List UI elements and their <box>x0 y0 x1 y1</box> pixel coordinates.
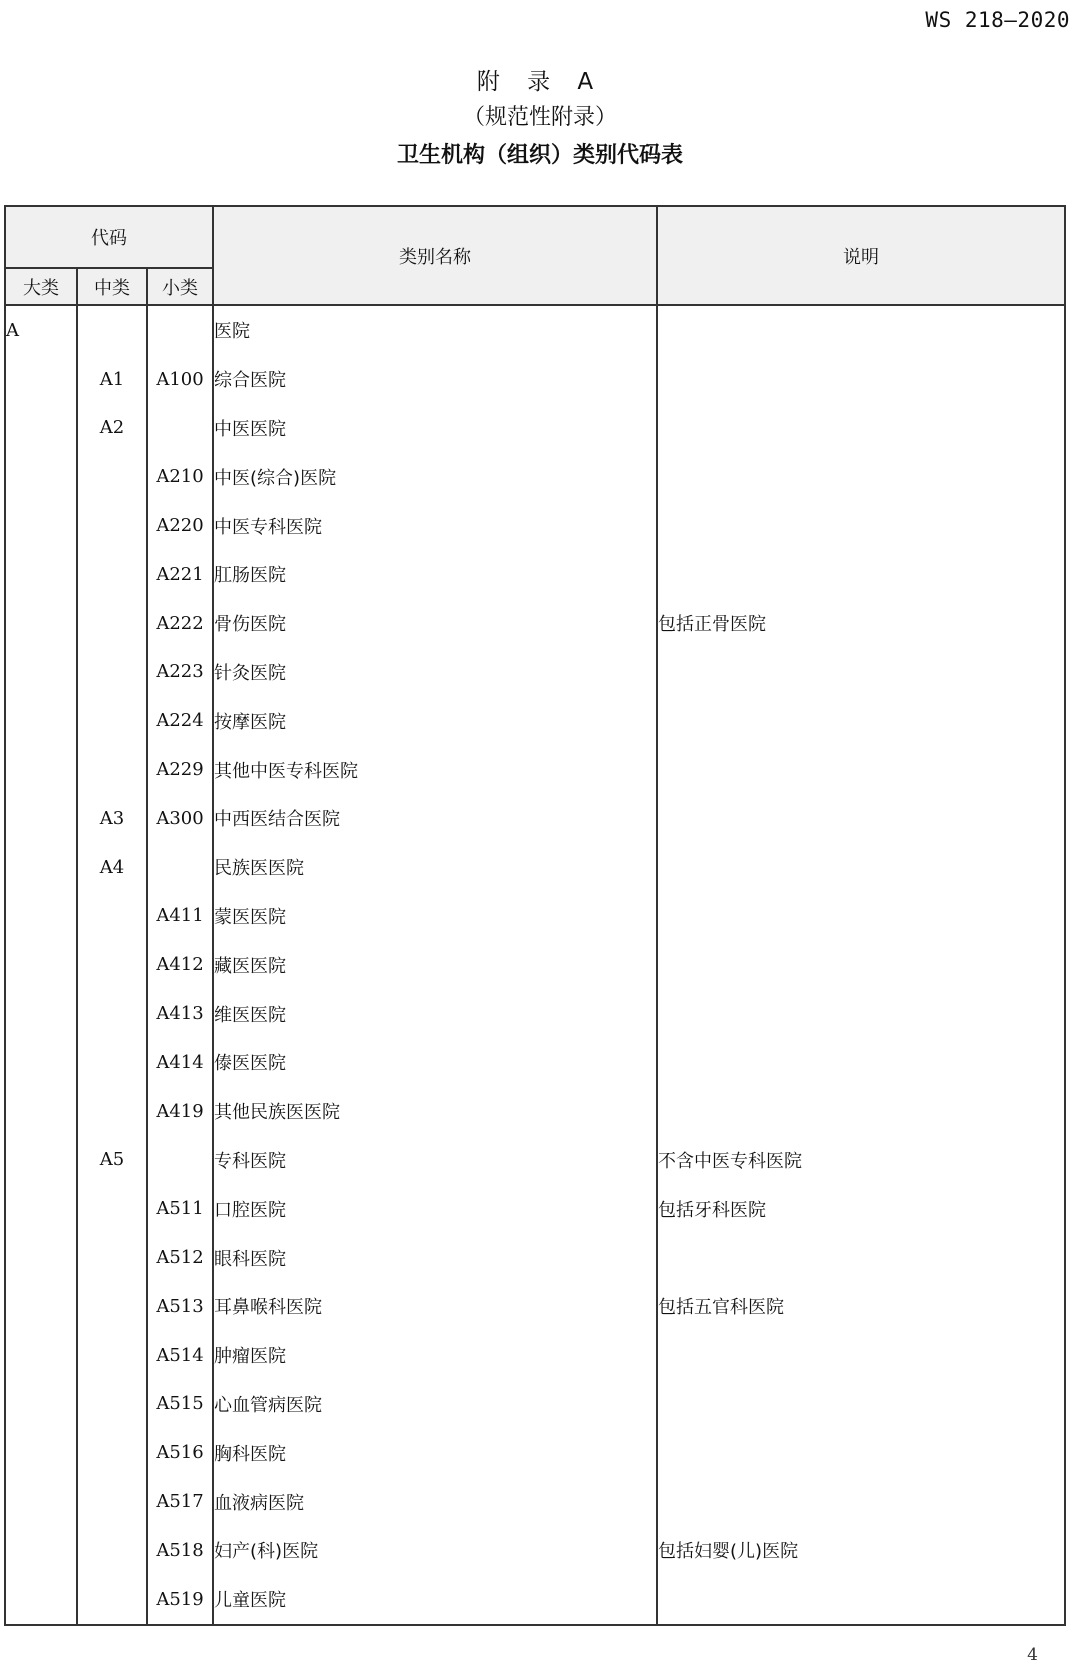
note-cell <box>657 794 1065 843</box>
category-name-cell: 傣医医院 <box>213 1038 657 1087</box>
medium-code-cell <box>77 305 147 355</box>
table-row <box>5 1184 1065 1233</box>
note-cell <box>657 940 1065 989</box>
medium-code-cell <box>77 1380 147 1429</box>
minor-code-cell: A511 <box>147 1184 213 1233</box>
category-name-cell: 其他民族医医院 <box>213 1087 657 1136</box>
note-cell <box>657 892 1065 941</box>
major-code-cell <box>5 452 77 501</box>
category-name-cell: 中医(综合)医院 <box>213 452 657 501</box>
table-row <box>5 550 1065 599</box>
header-note: 说明 <box>657 206 1065 305</box>
category-name-cell: 口腔医院 <box>213 1184 657 1233</box>
category-name-cell: 专科医院 <box>213 1136 657 1185</box>
category-name-cell: 妇产(科)医院 <box>213 1526 657 1575</box>
medium-code-cell <box>77 1282 147 1331</box>
medium-code-cell: A4 <box>77 843 147 892</box>
table-row <box>5 1233 1065 1282</box>
note-cell <box>657 305 1065 355</box>
major-code-cell <box>5 404 77 453</box>
category-name-cell: 按摩医院 <box>213 696 657 745</box>
table-row <box>5 648 1065 697</box>
minor-code-cell <box>147 843 213 892</box>
major-code-cell <box>5 745 77 794</box>
category-name-cell: 维医医院 <box>213 989 657 1038</box>
medium-code-cell <box>77 648 147 697</box>
major-code-cell: A <box>5 305 77 355</box>
medium-code-cell: A2 <box>77 404 147 453</box>
medium-code-cell <box>77 1233 147 1282</box>
medium-code-cell <box>77 599 147 648</box>
note-cell <box>657 989 1065 1038</box>
minor-code-cell: A518 <box>147 1526 213 1575</box>
note-cell: 包括正骨医院 <box>657 599 1065 648</box>
note-cell: 包括妇婴(儿)医院 <box>657 1526 1065 1575</box>
category-name-cell: 胸科医院 <box>213 1428 657 1477</box>
medium-code-cell: A1 <box>77 355 147 404</box>
medium-code-cell <box>77 1331 147 1380</box>
table-row <box>5 1575 1065 1625</box>
appendix-type: （规范性附录） <box>462 105 617 130</box>
minor-code-cell: A210 <box>147 452 213 501</box>
table-row <box>5 404 1065 453</box>
note-cell <box>657 404 1065 453</box>
table-row <box>5 1136 1065 1185</box>
category-name-cell: 眼科医院 <box>213 1233 657 1282</box>
minor-code-cell: A220 <box>147 501 213 550</box>
medium-code-cell <box>77 1428 147 1477</box>
note-cell: 包括五官科医院 <box>657 1282 1065 1331</box>
header-category-name: 类别名称 <box>213 206 657 305</box>
category-code-table <box>4 205 1066 1626</box>
table-title: 卫生机构（组织）类别代码表 <box>396 143 683 168</box>
category-name-cell: 藏医医院 <box>213 940 657 989</box>
major-code-cell <box>5 1477 77 1526</box>
category-name-cell: 肿瘤医院 <box>213 1331 657 1380</box>
category-name-cell: 中西医结合医院 <box>213 794 657 843</box>
major-code-cell <box>5 355 77 404</box>
note-cell <box>657 1380 1065 1429</box>
minor-code-cell: A221 <box>147 550 213 599</box>
medium-code-cell <box>77 1575 147 1625</box>
note-cell <box>657 1331 1065 1380</box>
medium-code-cell <box>77 1477 147 1526</box>
major-code-cell <box>5 989 77 1038</box>
category-name-cell: 中医专科医院 <box>213 501 657 550</box>
appendix-heading: 附 录 A <box>476 69 604 95</box>
medium-code-cell: A5 <box>77 1136 147 1185</box>
table-row <box>5 355 1065 404</box>
major-code-cell <box>5 1233 77 1282</box>
medium-code-cell <box>77 1087 147 1136</box>
medium-code-cell <box>77 1184 147 1233</box>
minor-code-cell: A414 <box>147 1038 213 1087</box>
medium-code-cell <box>77 1038 147 1087</box>
category-name-cell: 肛肠医院 <box>213 550 657 599</box>
table-row <box>5 501 1065 550</box>
category-name-cell: 针灸医院 <box>213 648 657 697</box>
major-code-cell <box>5 1526 77 1575</box>
note-cell <box>657 648 1065 697</box>
table-row <box>5 1331 1065 1380</box>
table-row <box>5 1038 1065 1087</box>
header-medium: 中类 <box>77 268 147 305</box>
minor-code-cell: A515 <box>147 1380 213 1429</box>
note-cell <box>657 843 1065 892</box>
minor-code-cell: A300 <box>147 794 213 843</box>
header-code: 代码 <box>5 206 213 268</box>
major-code-cell <box>5 1087 77 1136</box>
table-row <box>5 599 1065 648</box>
minor-code-cell: A517 <box>147 1477 213 1526</box>
major-code-cell <box>5 1380 77 1429</box>
minor-code-cell: A223 <box>147 648 213 697</box>
table-row <box>5 745 1065 794</box>
note-cell <box>657 1087 1065 1136</box>
major-code-cell <box>5 1038 77 1087</box>
medium-code-cell: A3 <box>77 794 147 843</box>
appendix-title-block <box>0 64 1080 176</box>
minor-code-cell: A222 <box>147 599 213 648</box>
medium-code-cell <box>77 1526 147 1575</box>
note-cell <box>657 452 1065 501</box>
medium-code-cell <box>77 745 147 794</box>
category-name-cell: 儿童医院 <box>213 1575 657 1625</box>
major-code-cell <box>5 1184 77 1233</box>
note-cell <box>657 1477 1065 1526</box>
note-cell <box>657 745 1065 794</box>
major-code-cell <box>5 696 77 745</box>
table-header <box>5 206 1065 305</box>
table-row <box>5 1282 1065 1331</box>
minor-code-cell: A229 <box>147 745 213 794</box>
major-code-cell <box>5 550 77 599</box>
category-name-cell: 综合医院 <box>213 355 657 404</box>
note-cell: 不含中医专科医院 <box>657 1136 1065 1185</box>
category-name-cell: 其他中医专科医院 <box>213 745 657 794</box>
medium-code-cell <box>77 892 147 941</box>
minor-code-cell: A419 <box>147 1087 213 1136</box>
table-row <box>5 1380 1065 1429</box>
medium-code-cell <box>77 452 147 501</box>
minor-code-cell: A513 <box>147 1282 213 1331</box>
medium-code-cell <box>77 550 147 599</box>
major-code-cell <box>5 501 77 550</box>
major-code-cell <box>5 1428 77 1477</box>
minor-code-cell: A514 <box>147 1331 213 1380</box>
table-row <box>5 892 1065 941</box>
table-row <box>5 452 1065 501</box>
medium-code-cell <box>77 696 147 745</box>
standard-number: WS 218—2020 <box>925 8 1070 32</box>
major-code-cell <box>5 1331 77 1380</box>
major-code-cell <box>5 794 77 843</box>
page-number: 4 <box>1027 1645 1038 1665</box>
minor-code-cell <box>147 404 213 453</box>
major-code-cell <box>5 940 77 989</box>
major-code-cell <box>5 1136 77 1185</box>
minor-code-cell: A512 <box>147 1233 213 1282</box>
category-name-cell: 骨伤医院 <box>213 599 657 648</box>
medium-code-cell <box>77 501 147 550</box>
note-cell <box>657 1428 1065 1477</box>
minor-code-cell <box>147 1136 213 1185</box>
category-name-cell: 血液病医院 <box>213 1477 657 1526</box>
category-name-cell: 民族医医院 <box>213 843 657 892</box>
major-code-cell <box>5 648 77 697</box>
note-cell <box>657 1233 1065 1282</box>
category-name-cell: 心血管病医院 <box>213 1380 657 1429</box>
note-cell <box>657 355 1065 404</box>
major-code-cell <box>5 843 77 892</box>
minor-code-cell: A516 <box>147 1428 213 1477</box>
table-body <box>5 305 1065 1625</box>
note-cell <box>657 696 1065 745</box>
table-row <box>5 989 1065 1038</box>
header-major: 大类 <box>5 268 77 305</box>
category-name-cell: 耳鼻喉科医院 <box>213 1282 657 1331</box>
minor-code-cell: A411 <box>147 892 213 941</box>
note-cell: 包括牙科医院 <box>657 1184 1065 1233</box>
category-name-cell: 中医医院 <box>213 404 657 453</box>
minor-code-cell <box>147 305 213 355</box>
category-name-cell: 蒙医医院 <box>213 892 657 941</box>
minor-code-cell: A224 <box>147 696 213 745</box>
table-row <box>5 305 1065 355</box>
major-code-cell <box>5 892 77 941</box>
table-row <box>5 1526 1065 1575</box>
table-row <box>5 1428 1065 1477</box>
minor-code-cell: A519 <box>147 1575 213 1625</box>
header-minor: 小类 <box>147 268 213 305</box>
table-row <box>5 1087 1065 1136</box>
note-cell <box>657 1575 1065 1625</box>
major-code-cell <box>5 1575 77 1625</box>
table-row <box>5 794 1065 843</box>
table-row <box>5 696 1065 745</box>
table-row <box>5 940 1065 989</box>
note-cell <box>657 501 1065 550</box>
medium-code-cell <box>77 940 147 989</box>
minor-code-cell: A412 <box>147 940 213 989</box>
major-code-cell <box>5 1282 77 1331</box>
medium-code-cell <box>77 989 147 1038</box>
minor-code-cell: A100 <box>147 355 213 404</box>
table-row <box>5 843 1065 892</box>
minor-code-cell: A413 <box>147 989 213 1038</box>
category-name-cell: 医院 <box>213 305 657 355</box>
table-row <box>5 1477 1065 1526</box>
note-cell <box>657 1038 1065 1087</box>
note-cell <box>657 550 1065 599</box>
major-code-cell <box>5 599 77 648</box>
